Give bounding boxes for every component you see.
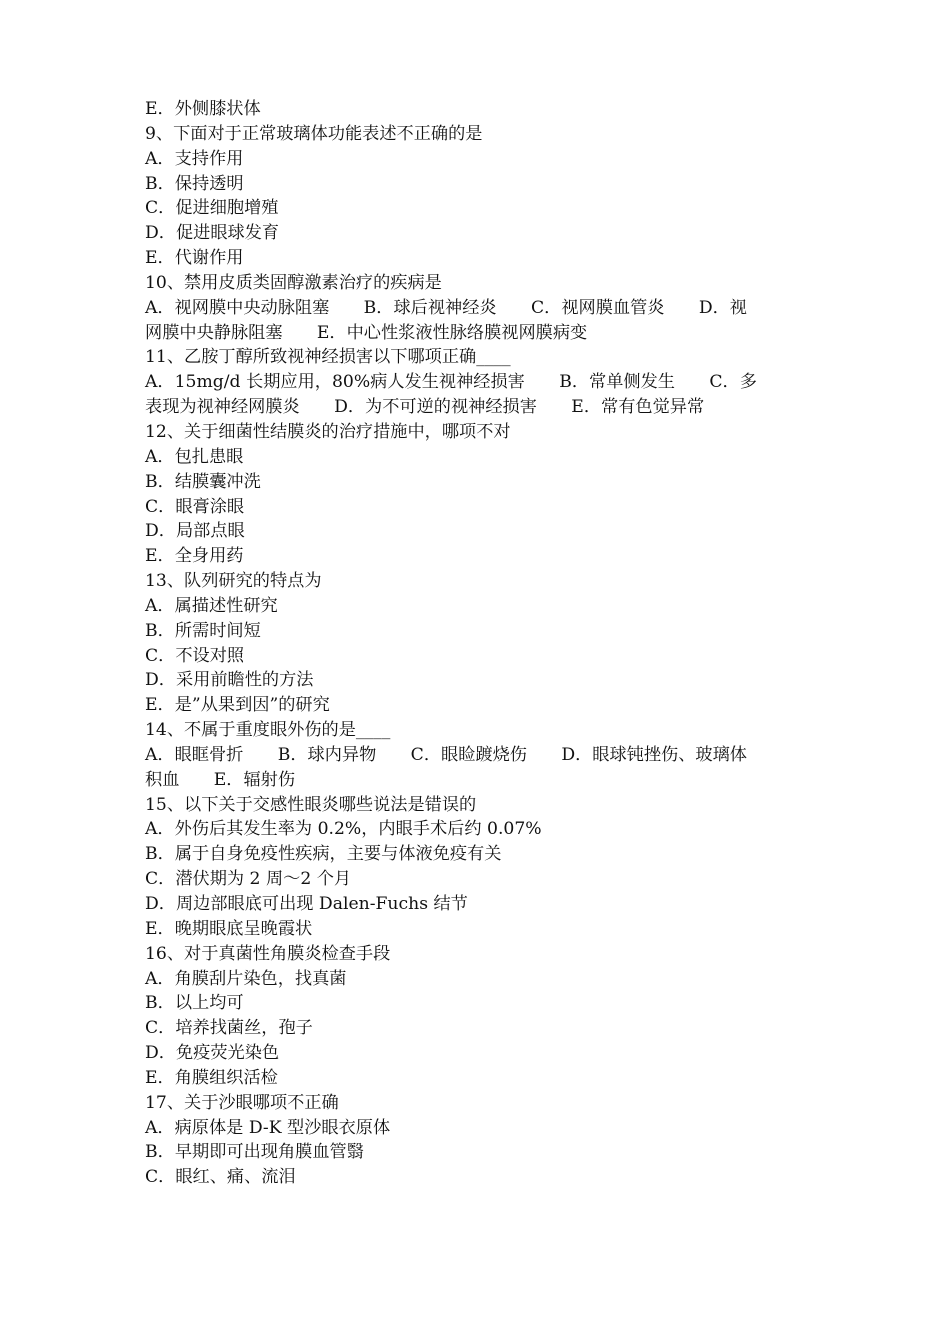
option-line: A．眼眶骨折 B．球内异物 C．眼睑踱烧伤 D．眼球钝挫伤、玻璃体	[145, 744, 747, 765]
question-9: 9、下面对于正常玻璃体功能表述不正确的是	[145, 123, 483, 144]
question-16: 16、对于真菌性角膜炎检查手段	[145, 943, 391, 964]
question-12: 12、关于细菌性结膜炎的治疗措施中，哪项不对	[145, 421, 511, 442]
option-line: B．属于自身免疫性疾病，主要与体液免疫有关	[145, 844, 502, 865]
question-10: 10、禁用皮质类固醇激素治疗的疾病是	[145, 272, 442, 293]
option-line: A．属描述性研究	[145, 595, 278, 616]
option-line: E．是”从果到因”的研究	[145, 695, 330, 716]
question-11: 11、乙胺丁醇所致视神经损害以下哪项正确____	[145, 347, 511, 368]
option-line: A．病原体是 D-K 型沙眼衣原体	[145, 1117, 391, 1138]
option-line: C．不设对照	[145, 645, 245, 666]
option-line: B．所需时间短	[145, 620, 261, 641]
option-line: B．保持透明	[145, 173, 244, 194]
option-line: A．视网膜中央动脉阻塞 B．球后视神经炎 C．视网膜血管炎 D．视	[145, 297, 747, 318]
option-line: 网膜中央静脉阻塞 E．中心性浆液性脉络膜视网膜病变	[145, 322, 588, 343]
option-line: D．免疫荧光染色	[145, 1043, 280, 1064]
option-line: C．潜伏期为 2 周～2 个月	[145, 869, 352, 890]
option-line: C．眼膏涂眼	[145, 496, 245, 517]
option-line: D．局部点眼	[145, 521, 245, 542]
option-line: B．结膜囊冲洗	[145, 471, 261, 492]
question-17: 17、关于沙眼哪项不正确	[145, 1092, 339, 1113]
option-line: D．采用前瞻性的方法	[145, 670, 314, 691]
option-line: E．晚期眼底呈晚霞状	[145, 918, 313, 939]
option-line: C．促进细胞增殖	[145, 198, 279, 219]
option-line: A．外伤后其发生率为 0.2%，内眼手术后约 0.07%	[145, 819, 542, 840]
text-line: E．外侧膝状体	[145, 99, 261, 119]
option-line: 积血 E．辐射伤	[145, 769, 296, 790]
option-line: E．角膜组织活检	[145, 1067, 278, 1088]
option-line: E．代谢作用	[145, 248, 244, 269]
option-line: E．全身用药	[145, 546, 244, 567]
option-line: D．促进眼球发育	[145, 223, 280, 244]
option-line: A．包扎患眼	[145, 446, 244, 467]
option-line: C．眼红、痛、流泪	[145, 1167, 296, 1188]
option-line: A．角膜刮片染色，找真菌	[145, 968, 347, 989]
option-line: A．15mg/d 长期应用，80%病人发生视神经损害 B．常单侧发生 C．多	[145, 372, 757, 393]
option-line: 表现为视神经网膜炎 D．为不可逆的视神经损害 E．常有色觉异常	[145, 397, 705, 418]
option-line: B．以上均可	[145, 993, 244, 1014]
option-line: C．培养找菌丝，孢子	[145, 1018, 313, 1039]
question-13: 13、队列研究的特点为	[145, 571, 322, 592]
option-line: B．早期即可出现角膜血管翳	[145, 1142, 364, 1163]
option-line: A．支持作用	[145, 148, 244, 169]
question-15: 15、以下关于交感性眼炎哪些说法是错误的	[145, 794, 477, 815]
option-line: D．周边部眼底可出现 Dalen-Fuchs 结节	[145, 894, 468, 914]
question-14: 14、不属于重度眼外伤的是____	[145, 720, 391, 741]
document-body	[145, 97, 810, 1190]
